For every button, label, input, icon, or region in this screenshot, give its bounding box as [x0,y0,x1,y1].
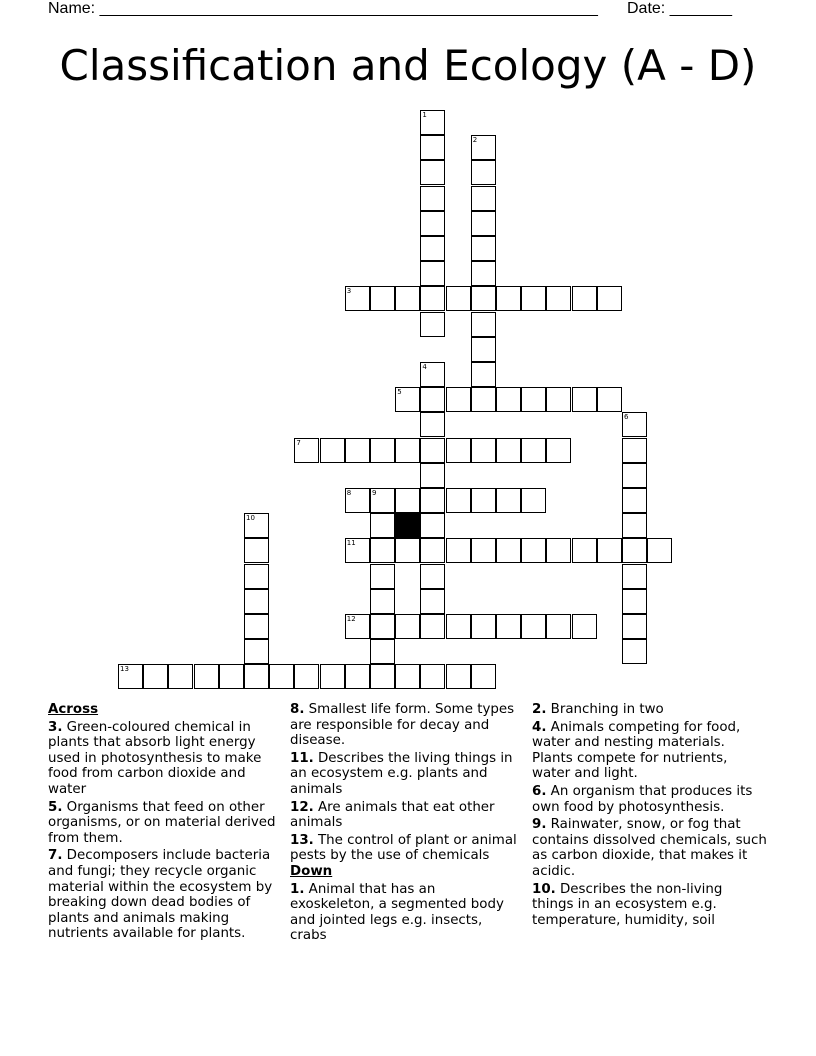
grid-cell[interactable] [471,664,496,689]
grid-cell[interactable] [420,286,445,311]
grid-cell[interactable] [420,362,445,387]
clue-number: 5. [48,799,63,815]
clue-text: Describes the non-living things in an ecosystem e.g. temperature, humidity, soil [532,881,723,928]
grid-cell[interactable] [446,286,471,311]
clue-number-label: 1 [422,111,427,119]
grid-cell[interactable] [521,438,546,463]
grid-cell[interactable] [395,387,420,412]
clue-number: 3. [48,719,63,735]
grid-cell[interactable] [395,614,420,639]
down-clue-10 [532,882,768,929]
grid-cell[interactable] [420,110,445,135]
grid-cell[interactable] [597,387,622,412]
grid-cell[interactable] [546,438,571,463]
grid-cell[interactable] [219,664,244,689]
grid-cell[interactable] [622,463,647,488]
grid-cell[interactable] [118,664,143,689]
grid-cell[interactable] [471,236,496,261]
date-line[interactable]: Date: _______ [627,0,732,17]
clue-number: 7. [48,848,63,864]
grid-cell[interactable] [471,135,496,160]
grid-cell[interactable] [622,538,647,563]
across-heading: Across [48,702,99,717]
grid-cell[interactable] [622,589,647,614]
clue-text: Animals competing for food, water and nesting materials. Plants compete for nutrients, water and light. [532,719,741,782]
grid-cell[interactable] [345,614,370,639]
clue-text: Describes the living things in an ecosystem e.g. plants and animals [290,750,513,797]
grid-cell[interactable] [395,538,420,563]
clue-number-label: 8 [346,489,352,497]
grid-cell[interactable] [244,513,269,538]
grid-cell[interactable] [420,664,445,689]
grid-cell[interactable] [420,538,445,563]
clue-number: 6. [532,783,547,799]
down-heading: Down [290,863,333,879]
grid-cell[interactable] [496,538,521,563]
grid-cell[interactable] [471,186,496,211]
grid-cell[interactable] [496,614,521,639]
clue-text: An organism that produces its own food by photosynthesis. [532,783,753,815]
grid-cell[interactable] [471,160,496,185]
grid-cell[interactable] [370,664,395,689]
grid-cell[interactable] [471,337,496,362]
name-line[interactable]: Name: ________________________________________________________ [48,0,598,17]
down-clue-4 [532,720,768,782]
clue-number: 13. [290,832,314,848]
clue-number-label: 2 [472,136,478,145]
grid-cell[interactable] [420,463,445,488]
clue-number: 2. [532,702,547,717]
grid-cell[interactable] [395,438,420,463]
grid-cell[interactable] [446,614,471,639]
across-clue-7 [48,848,280,942]
clue-text: Animal that has an exoskeleton, a segmented body and jointed legs e.g. insects, crabs [290,881,504,944]
grid-cell[interactable] [597,538,622,563]
clue-text: Rainwater, snow, or fog that contains dissolved chemicals, such as carbon dioxide, that makes it acidic. [532,817,767,879]
grid-cell[interactable] [345,664,370,689]
grid-cell[interactable] [622,488,647,513]
grid-cell[interactable] [168,664,193,689]
grid-cell[interactable] [345,286,370,311]
clue-text: Branching in two [546,702,664,717]
grid-cell[interactable] [521,538,546,563]
clue-text: Decomposers include bacteria and fungi; they recycle organic material within the ecosystem by breaking down dead bodies of plants and animals making nutrients available for plants. [48,848,273,942]
clue-text: Smallest life form. Some types are responsible for decay and disease. [290,702,515,749]
grid-cell[interactable] [370,614,395,639]
grid-cell[interactable] [521,488,546,513]
grid-cell[interactable] [521,387,546,412]
grid-cell[interactable] [143,664,168,689]
clue-number-label: 7 [296,438,301,447]
grid-cell[interactable] [546,538,571,563]
grid-cell[interactable] [395,488,420,513]
grid-cell[interactable] [446,538,471,563]
grid-cell[interactable] [320,438,345,463]
across-clue-3 [48,720,280,798]
clue-text: Are animals that eat other animals [290,799,495,831]
clue-number-label: 11 [346,539,356,548]
grid-cell[interactable] [420,589,445,614]
grid-cell[interactable] [194,664,219,689]
grid-cell[interactable] [370,513,395,538]
grid-cell[interactable] [622,513,647,538]
grid-cell[interactable] [420,387,445,412]
grid-cell[interactable] [395,286,420,311]
grid-cell[interactable] [622,639,647,664]
grid-cell[interactable] [420,135,445,160]
grid-cell[interactable] [496,438,521,463]
grid-cell[interactable] [294,438,319,463]
across-clue-8 [290,702,522,749]
clue-number: 10. [532,881,556,897]
grid-cell[interactable] [370,639,395,664]
grid-cell[interactable] [622,614,647,639]
grid-cell[interactable] [420,513,445,538]
grid-cell[interactable] [370,488,395,513]
grid-cell[interactable] [395,664,420,689]
grid-cell[interactable] [546,387,571,412]
grid-cell[interactable] [471,488,496,513]
clues-column-1 [48,702,280,944]
clue-number: 1. [290,881,305,897]
grid-cell[interactable] [471,614,496,639]
grid-cell[interactable] [446,438,471,463]
clue-number-label: 5 [397,388,402,397]
grid-cell[interactable] [471,438,496,463]
grid-cell[interactable] [572,286,597,311]
grid-cell[interactable] [370,589,395,614]
clue-text: The control of plant or animal pests by the use of chemicals [290,832,517,864]
grid-cell[interactable] [546,614,571,639]
grid-cell[interactable] [244,664,269,689]
down-clue-9 [532,817,768,879]
grid-cell[interactable] [471,538,496,563]
across-clue-11 [290,751,522,798]
grid-cell[interactable] [420,614,445,639]
grid-cell[interactable] [496,488,521,513]
grid-cell[interactable] [471,362,496,387]
grid-cell[interactable] [471,211,496,236]
grid-cell[interactable] [370,538,395,563]
clue-number: 11. [290,750,314,766]
grid-cell[interactable] [244,639,269,664]
grid-cell[interactable] [420,211,445,236]
down-clue-1 [290,882,522,944]
grid-cell[interactable] [269,664,294,689]
grid-cell[interactable] [471,312,496,337]
grid-cell[interactable] [622,438,647,463]
grid-cell[interactable] [345,438,370,463]
grid-cell[interactable] [546,286,571,311]
down-clue-6 [532,784,768,815]
grid-cell[interactable] [320,664,345,689]
grid-cell[interactable] [572,614,597,639]
clue-number-label: 13 [120,665,129,674]
grid-cell[interactable] [521,286,546,311]
grid-cell[interactable] [345,538,370,563]
clue-text: Green-coloured chemical in plants that absorb light energy used in photosynthesis to make food from carbon dioxide and water [48,719,262,797]
grid-cell[interactable] [244,564,269,589]
grid-cell[interactable] [622,412,647,437]
across-clue-5 [48,800,280,847]
grid-cell[interactable] [244,538,269,563]
across-clue-13 [290,833,522,864]
clue-number: 4. [532,719,547,735]
grid-cell[interactable] [420,488,445,513]
clues-column-2 [290,702,522,946]
grid-cell[interactable] [496,286,521,311]
grid-cell[interactable] [471,261,496,286]
grid-cell[interactable] [420,236,445,261]
clue-number-label: 10 [246,514,255,523]
grid-cell[interactable] [496,387,521,412]
page-title: Classification and Ecology (A - D) [59,41,757,90]
grid-cell[interactable] [420,261,445,286]
clue-number-label: 3 [346,287,352,296]
grid-cell[interactable] [244,614,269,639]
clue-number-label: 4 [422,363,427,371]
grid-cell[interactable] [572,538,597,563]
grid-cell[interactable] [471,387,496,412]
grid-cell[interactable] [420,438,445,463]
grid-cell[interactable] [345,488,370,513]
clue-number: 8. [290,702,305,717]
grid-cell[interactable] [370,438,395,463]
grid-cell[interactable] [294,664,319,689]
clue-number-label: 9 [372,489,377,497]
grid-cell[interactable] [420,312,445,337]
grid-cell[interactable] [420,412,445,437]
clue-number: 12. [290,799,314,815]
grid-cell[interactable] [572,387,597,412]
grid-cell[interactable] [446,664,471,689]
grid-cell[interactable] [370,564,395,589]
clue-text: Organisms that feed on other organisms, or on material derived from them. [48,799,276,846]
grid-cell[interactable] [420,564,445,589]
clue-number-label: 6 [624,413,629,422]
grid-cell[interactable] [622,564,647,589]
clue-number: 9. [532,817,547,833]
grid-cell[interactable] [420,186,445,211]
grid-cell[interactable] [446,488,471,513]
grid-cell[interactable] [647,538,672,563]
black-square [395,513,420,538]
grid-cell[interactable] [521,614,546,639]
grid-cell[interactable] [446,387,471,412]
grid-cell[interactable] [244,589,269,614]
grid-cell[interactable] [471,286,496,311]
clue-number-label: 12 [346,615,356,623]
grid-cell[interactable] [370,286,395,311]
grid-cell[interactable] [420,160,445,185]
down-clue-2 [532,702,768,718]
clues-column-3 [532,702,768,930]
across-clue-12 [290,800,522,831]
grid-cell[interactable] [597,286,622,311]
